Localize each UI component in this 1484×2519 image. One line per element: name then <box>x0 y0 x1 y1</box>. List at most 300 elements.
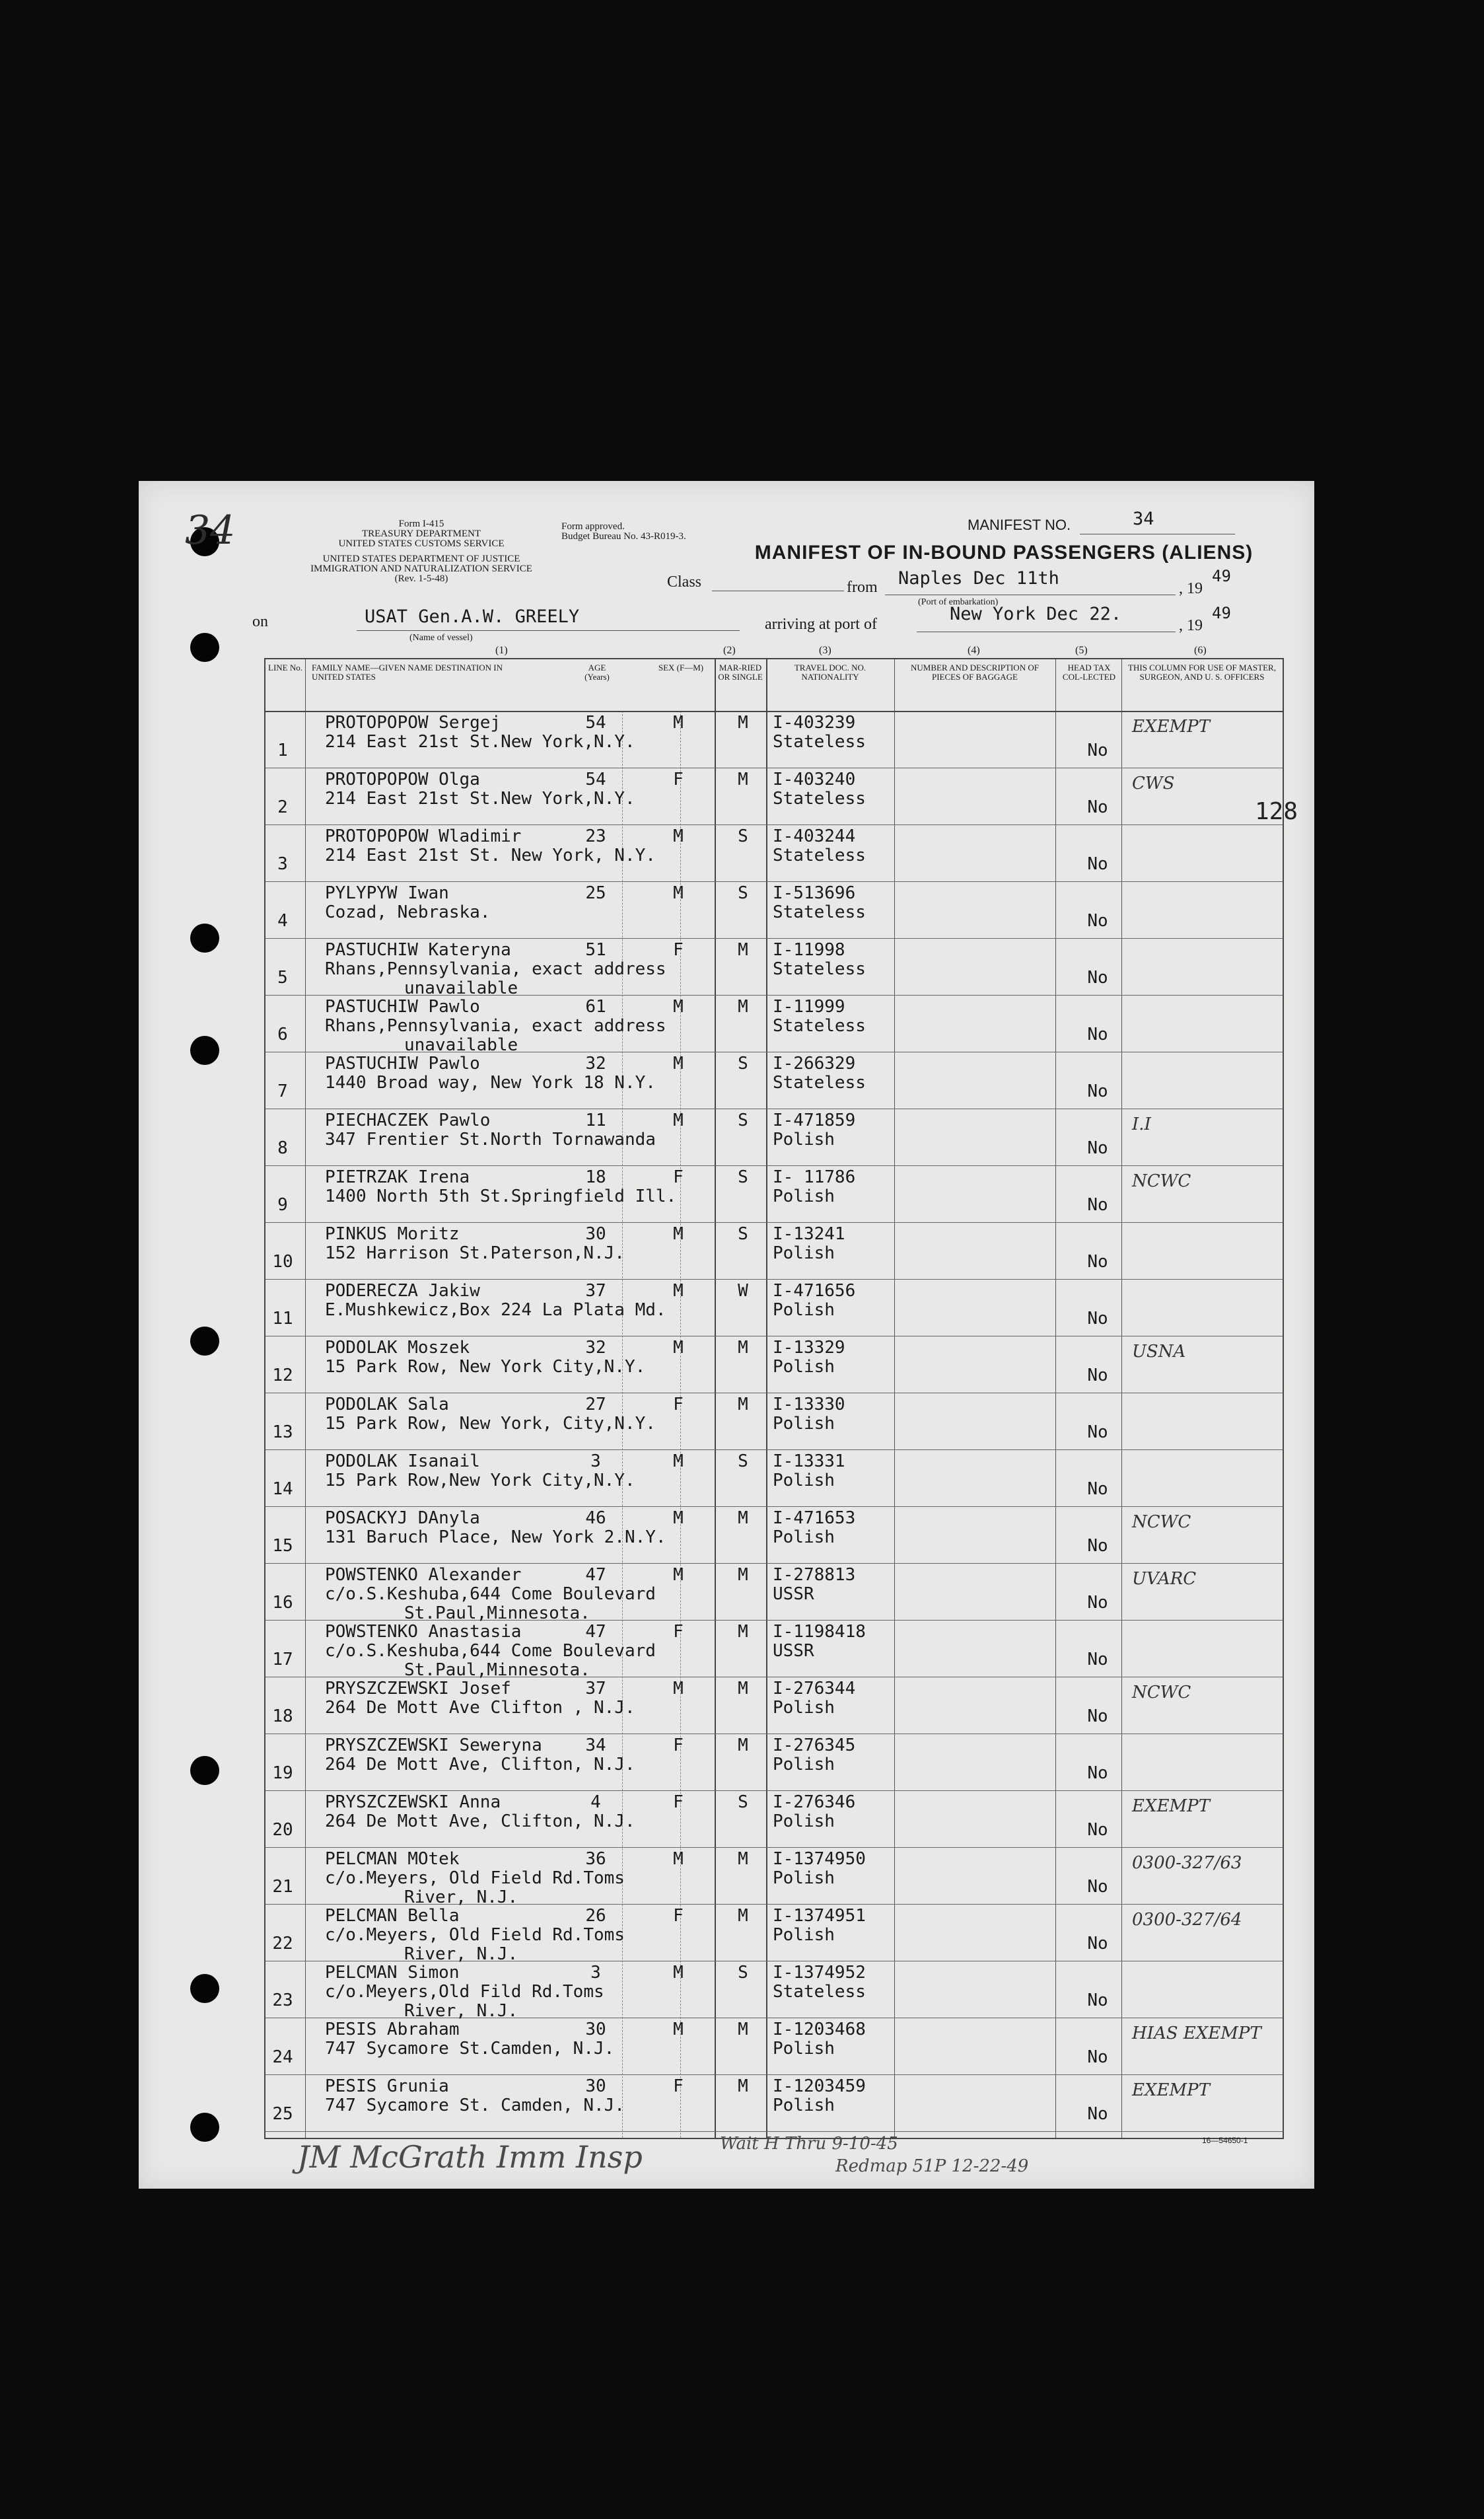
age-value: 47 <box>585 1622 606 1642</box>
travel-doc-number: I-471859 <box>773 1111 856 1130</box>
header-name: FAMILY NAME—GIVEN NAME DESTINATION IN UNITED STATES <box>312 663 503 682</box>
punch-hole <box>190 2113 219 2142</box>
passenger-name: PELCMAN Bella <box>325 1906 460 1926</box>
travel-doc-number: I-1203459 <box>773 2076 866 2096</box>
destination: 1440 Broad way, New York 18 N.Y. <box>325 1073 656 1093</box>
marital-status: M <box>738 770 748 789</box>
passenger-name: PODOLAK Isanail <box>325 1451 480 1471</box>
travel-doc-block <box>773 1907 866 1945</box>
year-prefix-2: , 19 <box>1179 617 1203 634</box>
officer-note: I.I <box>1132 1114 1151 1134</box>
table-row <box>265 1165 1283 1223</box>
age-value: 30 <box>585 2020 606 2039</box>
passenger-name: PYLYPYW Iwan <box>325 883 449 903</box>
destination-line-2: unavailable <box>404 978 518 998</box>
sex-value: M <box>673 1963 684 1983</box>
destination: 131 Baruch Place, New York 2.N.Y. <box>325 1527 666 1547</box>
nationality: Stateless <box>773 959 866 979</box>
marital-status: M <box>738 1508 748 1528</box>
port-embark-label: (Port of embarkation) <box>918 597 999 607</box>
customs-service: UNITED STATES CUSTOMS SERVICE <box>338 538 505 549</box>
margin-number: 128 <box>1255 798 1298 825</box>
arriving-label: arriving at port of <box>765 616 877 633</box>
travel-doc-number: I-276345 <box>773 1735 856 1755</box>
travel-doc-number: I-1198418 <box>773 1622 866 1642</box>
destination: E.Mushkewicz,Box 224 La Plata Md. <box>325 1300 666 1320</box>
passenger-name-block <box>325 1793 635 1831</box>
on-label: on <box>252 613 268 630</box>
destination: 747 Sycamore St.Camden, N.J. <box>325 2039 615 2059</box>
table-row <box>265 1847 1283 1905</box>
marital-status: M <box>738 1622 748 1642</box>
table-row <box>265 1052 1283 1109</box>
travel-doc-number: I- 11786 <box>773 1167 856 1187</box>
travel-doc-number: I-276346 <box>773 1792 856 1812</box>
budget-bureau: Budget Bureau No. 43-R019-3. <box>561 531 686 542</box>
sex-value: M <box>673 1451 684 1471</box>
destination: 214 East 21st St.New York,N.Y. <box>325 732 635 752</box>
officer-note: CWS <box>1132 774 1175 793</box>
destination: 15 Park Row, New York City,N.Y. <box>325 1357 646 1377</box>
officer-note: NCWC <box>1132 1171 1191 1191</box>
header-line: LINE No. <box>268 663 302 673</box>
destination: Cozad, Nebraska. <box>325 902 491 922</box>
header-married: MAR-RIED OR SINGLE <box>718 663 763 682</box>
head-tax-value: No <box>1087 968 1108 988</box>
table-row <box>265 1109 1283 1166</box>
line-number: 13 <box>272 1422 293 1442</box>
nationality: Stateless <box>773 1073 866 1093</box>
line-number: 18 <box>272 1706 293 1726</box>
travel-doc-block <box>773 713 866 752</box>
officer-note: EXEMPT <box>1132 717 1210 737</box>
passenger-name-block <box>325 998 666 1055</box>
table-row <box>265 938 1283 996</box>
punch-hole <box>190 1756 219 1785</box>
col-num-2: (2) <box>723 645 736 656</box>
head-tax-value: No <box>1087 1706 1108 1726</box>
travel-doc-block <box>773 827 866 865</box>
nationality: Polish <box>773 1925 835 1945</box>
head-tax-value: No <box>1087 1593 1108 1613</box>
destination: Rhans,Pennsylvania, exact address <box>325 959 666 979</box>
line-number: 16 <box>272 1593 293 1613</box>
travel-doc-number: I-11998 <box>773 940 845 960</box>
travel-doc-block <box>773 1793 855 1831</box>
passenger-name: PROTOPOPOW Olga <box>325 770 480 789</box>
passenger-name-block <box>325 941 666 998</box>
travel-doc-block <box>773 1963 866 2002</box>
travel-doc-block <box>773 2020 866 2059</box>
age-value: 47 <box>585 1565 606 1585</box>
corner-mark: 34 <box>185 507 236 554</box>
col-num-6: (6) <box>1194 645 1207 656</box>
passenger-name-block <box>325 1907 625 1964</box>
age-value: 18 <box>585 1167 606 1187</box>
table-row <box>265 881 1283 939</box>
passenger-name: POWSTENKO Alexander <box>325 1565 522 1585</box>
sex-value: F <box>673 770 684 789</box>
header-travel-doc: TRAVEL DOC. NO. NATIONALITY <box>794 663 866 682</box>
destination-line-2: St.Paul,Minnesota. <box>404 1603 590 1623</box>
travel-doc-number: I-403239 <box>773 713 856 733</box>
sex-value: F <box>673 1167 684 1187</box>
sex-value: M <box>673 1849 684 1869</box>
arrival-value: New York Dec 22. <box>950 604 1122 624</box>
sex-value: M <box>673 883 684 903</box>
travel-doc-number: I-1374951 <box>773 1906 866 1926</box>
travel-doc-number: I-513696 <box>773 883 856 903</box>
line-number: 10 <box>272 1252 293 1272</box>
travel-doc-number: I-403240 <box>773 770 856 789</box>
form-code: 16—54650-1 <box>1202 2136 1248 2145</box>
marital-status: M <box>738 1849 748 1869</box>
travel-doc-block <box>773 1509 855 1547</box>
line-number: 11 <box>272 1309 293 1329</box>
travel-doc-number: I-266329 <box>773 1054 856 1074</box>
nationality: Polish <box>773 1357 835 1377</box>
sex-value: M <box>673 1338 684 1358</box>
passenger-name-block <box>325 1736 635 1774</box>
passenger-name-block <box>325 1054 656 1093</box>
line-number: 8 <box>277 1138 288 1158</box>
passenger-table <box>264 658 1284 2139</box>
destination: 264 De Mott Ave Clifton , N.J. <box>325 1698 635 1718</box>
passenger-name: PASTUCHIW Kateryna <box>325 940 511 960</box>
passenger-name-block <box>325 1225 625 1263</box>
sex-value: F <box>673 940 684 960</box>
head-tax-value: No <box>1087 1990 1108 2010</box>
sex-value: M <box>673 1054 684 1074</box>
travel-doc-number: I-1203468 <box>773 2020 866 2039</box>
form-id: Form I-415 <box>398 519 444 529</box>
col-num-3: (3) <box>819 645 831 656</box>
officer-note: NCWC <box>1132 1512 1191 1532</box>
destination: 214 East 21st St. New York, N.Y. <box>325 846 656 865</box>
passenger-name: PELCMAN MOtek <box>325 1849 460 1869</box>
age-value: 51 <box>585 940 606 960</box>
marital-status: S <box>738 1451 748 1471</box>
sex-value: F <box>673 1906 684 1926</box>
passenger-name-block <box>325 2020 614 2059</box>
passenger-name-block <box>325 1963 604 2021</box>
age-value: 25 <box>585 883 606 903</box>
travel-doc-number: I-471653 <box>773 1508 856 1528</box>
head-tax-value: No <box>1087 1195 1108 1215</box>
passenger-name-block <box>325 1338 645 1377</box>
travel-doc-number: I-13241 <box>773 1224 845 1244</box>
marital-status: M <box>738 2076 748 2096</box>
officer-note: USNA <box>1132 1342 1186 1362</box>
destination: 214 East 21st St.New York,N.Y. <box>325 789 635 809</box>
sex-value: M <box>673 1679 684 1698</box>
head-tax-value: No <box>1087 1820 1108 1840</box>
ins-service: IMMIGRATION AND NATURALIZATION SERVICE <box>310 564 532 574</box>
marital-status: M <box>738 2020 748 2039</box>
travel-doc-number: I-403244 <box>773 826 856 846</box>
marital-status: M <box>738 713 748 733</box>
officer-note: UVARC <box>1132 1569 1197 1589</box>
passenger-name: PELCMAN Simon <box>325 1963 460 1983</box>
marital-status: S <box>738 1963 748 1983</box>
destination: 264 De Mott Ave, Clifton, N.J. <box>325 1811 635 1831</box>
passenger-name: PRYSZCZEWSKI Anna <box>325 1792 501 1812</box>
age-value: 61 <box>585 997 606 1017</box>
line-number: 19 <box>272 1763 293 1783</box>
travel-doc-number: I-13330 <box>773 1395 845 1414</box>
table-row <box>265 711 1283 768</box>
travel-doc-number: I-11999 <box>773 997 845 1017</box>
nationality: Stateless <box>773 1016 866 1036</box>
destination-line-2: unavailable <box>404 1035 518 1055</box>
col-num-5: (5) <box>1075 645 1088 656</box>
age-value: 34 <box>585 1735 606 1755</box>
travel-doc-block <box>773 998 866 1036</box>
passenger-name: PESIS Abraham <box>325 2020 460 2039</box>
destination-line-2: St.Paul,Minnesota. <box>404 1660 590 1680</box>
head-tax-value: No <box>1087 1138 1108 1158</box>
passenger-name-block <box>325 770 635 809</box>
vessel-label: (Name of vessel) <box>409 633 473 643</box>
nationality: Stateless <box>773 789 866 809</box>
table-row <box>265 1620 1283 1680</box>
head-tax-value: No <box>1087 2047 1108 2067</box>
revision: (Rev. 1-5-48) <box>394 573 448 584</box>
manifest-sheet <box>139 481 1314 2189</box>
marital-status: M <box>738 1395 748 1414</box>
footer-note-2: Redmap 51P 12-22-49 <box>835 2156 1029 2176</box>
destination-line-2: River, N.J. <box>404 1887 518 1907</box>
age-value: 37 <box>585 1281 606 1301</box>
passenger-name-block <box>325 1282 666 1320</box>
passenger-name-block <box>325 1850 625 1907</box>
table-row <box>265 1449 1283 1507</box>
marital-status: S <box>738 1224 748 1244</box>
line-number: 23 <box>272 1990 293 2010</box>
officer-note: EXEMPT <box>1132 1796 1210 1816</box>
head-tax-value: No <box>1087 1309 1108 1329</box>
passenger-name-block <box>325 713 635 752</box>
passenger-name-block <box>325 1395 656 1434</box>
passenger-name-block <box>325 1623 656 1680</box>
line-number: 15 <box>272 1536 293 1556</box>
class-label: Class <box>667 573 702 591</box>
sex-value: M <box>673 1508 684 1528</box>
sex-value: F <box>673 1622 684 1642</box>
age-value: 3 <box>590 1451 601 1471</box>
passenger-name-block <box>325 1168 676 1206</box>
destination: 152 Harrison St.Paterson,N.J. <box>325 1243 625 1263</box>
line-number: 12 <box>272 1366 293 1385</box>
head-tax-value: No <box>1087 741 1108 760</box>
age-value: 36 <box>585 1849 606 1869</box>
header-officer-use: THIS COLUMN FOR USE OF MASTER, SURGEON, AND U. S. OFFICERS <box>1128 663 1276 682</box>
officer-note: 0300-327/64 <box>1132 1910 1242 1930</box>
destination: 264 De Mott Ave, Clifton, N.J. <box>325 1755 635 1774</box>
head-tax-value: No <box>1087 2104 1108 2124</box>
table-row <box>265 1904 1283 1964</box>
passenger-name-block <box>325 1452 635 1490</box>
line-number: 21 <box>272 1877 293 1897</box>
sex-value: M <box>673 1281 684 1301</box>
sex-value: M <box>673 2020 684 2039</box>
travel-doc-block <box>773 1282 855 1320</box>
travel-doc-number: I-1374952 <box>773 1963 866 1983</box>
table-row <box>265 1393 1283 1450</box>
travel-doc-block <box>773 1054 866 1093</box>
sex-value: M <box>673 1565 684 1585</box>
passenger-name: PROTOPOPOW Sergej <box>325 713 501 733</box>
travel-doc-block <box>773 2077 866 2115</box>
destination-line-2: River, N.J. <box>404 2001 518 2021</box>
passenger-name: PRYSZCZEWSKI Seweryna <box>325 1735 542 1755</box>
punch-hole <box>190 1974 219 2003</box>
table-row <box>265 1790 1283 1848</box>
head-tax-value: No <box>1087 1479 1108 1499</box>
officer-note: EXEMPT <box>1132 2080 1210 2100</box>
head-tax-value: No <box>1087 1536 1108 1556</box>
travel-doc-number: I-471656 <box>773 1281 856 1301</box>
marital-status: M <box>738 940 748 960</box>
nationality: Polish <box>773 1811 835 1831</box>
marital-status: M <box>738 997 748 1017</box>
vessel-line <box>357 630 740 631</box>
manifest-no-label: MANIFEST NO. <box>968 517 1071 533</box>
travel-doc-number: I-278813 <box>773 1565 856 1585</box>
header-sex: SEX (F—M) <box>658 663 704 673</box>
marital-status: S <box>738 1167 748 1187</box>
line-number: 17 <box>272 1650 293 1669</box>
sex-value: M <box>673 826 684 846</box>
header-baggage: NUMBER AND DESCRIPTION OF PIECES OF BAGGAGE <box>911 663 1039 682</box>
table-row <box>265 1961 1283 2021</box>
punch-hole <box>190 1327 219 1356</box>
destination: 747 Sycamore St. Camden, N.J. <box>325 2096 625 2115</box>
travel-doc-block <box>773 1168 855 1206</box>
header-head-tax: HEAD TAX COL-LECTED <box>1062 663 1116 682</box>
line-number: 14 <box>272 1479 293 1499</box>
marital-status: S <box>738 883 748 903</box>
head-tax-value: No <box>1087 1763 1108 1783</box>
sex-value: F <box>673 1792 684 1812</box>
year-prefix: , 19 <box>1179 580 1203 597</box>
inspector-signature: JM McGrath Imm Insp <box>297 2139 643 2175</box>
manifest-no: 34 <box>1133 509 1154 529</box>
marital-status: S <box>738 1054 748 1074</box>
travel-doc-block <box>773 1850 866 1888</box>
sex-value: M <box>673 1111 684 1130</box>
destination: c/o.Meyers, Old Field Rd.Toms <box>325 1925 625 1945</box>
line-number: 20 <box>272 1820 293 1840</box>
passenger-name-block <box>325 1509 666 1547</box>
nationality: Polish <box>773 1186 835 1206</box>
head-tax-value: No <box>1087 1252 1108 1272</box>
age-value: 37 <box>585 1679 606 1698</box>
destination: 1400 North 5th St.Springfield Ill. <box>325 1186 677 1206</box>
age-value: 32 <box>585 1054 606 1074</box>
nationality: Polish <box>773 1527 835 1547</box>
justice-dept: UNITED STATES DEPARTMENT OF JUSTICE <box>322 554 520 564</box>
travel-doc-number: I-13329 <box>773 1338 845 1358</box>
head-tax-value: No <box>1087 854 1108 874</box>
line-number: 1 <box>277 741 288 760</box>
from-label: from <box>847 579 878 596</box>
line-number: 7 <box>277 1081 288 1101</box>
table-row <box>265 768 1283 825</box>
marital-status: M <box>738 1565 748 1585</box>
destination: c/o.Meyers, Old Field Rd.Toms <box>325 1868 625 1888</box>
nationality: Polish <box>773 1414 835 1434</box>
travel-doc-number: I-1374950 <box>773 1849 866 1869</box>
table-header <box>265 659 1283 712</box>
nationality: USSR <box>773 1584 814 1604</box>
col-num-1: (1) <box>495 645 508 656</box>
age-value: 11 <box>585 1111 606 1130</box>
nationality: Polish <box>773 1755 835 1774</box>
destination: c/o.S.Keshuba,644 Come Boulevard <box>325 1641 656 1661</box>
form-approval <box>561 522 773 542</box>
passenger-name: PODOLAK Moszek <box>325 1338 470 1358</box>
head-tax-value: No <box>1087 1081 1108 1101</box>
punch-hole <box>190 1036 219 1065</box>
travel-doc-number: I-276344 <box>773 1679 856 1698</box>
passenger-name: PESIS Grunia <box>325 2076 449 2096</box>
head-tax-value: No <box>1087 911 1108 931</box>
table-row <box>265 1563 1283 1621</box>
head-tax-value: No <box>1087 1366 1108 1385</box>
line-number: 9 <box>277 1195 288 1215</box>
line-number: 5 <box>277 968 288 988</box>
line-number: 2 <box>277 797 288 817</box>
table-row <box>265 1336 1283 1393</box>
head-tax-value: No <box>1087 1650 1108 1669</box>
destination: 347 Frentier St.North Tornawanda <box>325 1130 656 1150</box>
line-number: 22 <box>272 1934 293 1953</box>
nationality: Polish <box>773 1471 835 1490</box>
nationality: Polish <box>773 1868 835 1888</box>
age-value: 30 <box>585 2076 606 2096</box>
marital-status: S <box>738 1111 748 1130</box>
passenger-name: PASTUCHIW Pawlo <box>325 1054 480 1074</box>
passenger-name-block <box>325 1111 656 1150</box>
destination: 15 Park Row, New York, City,N.Y. <box>325 1414 656 1434</box>
travel-doc-number: I-13331 <box>773 1451 845 1471</box>
punch-hole <box>190 633 219 662</box>
passenger-name: PASTUCHIW Pawlo <box>325 997 480 1017</box>
sex-value: F <box>673 1735 684 1755</box>
sex-value: M <box>673 997 684 1017</box>
year-2: 49 <box>1212 604 1231 622</box>
age-value: 32 <box>585 1338 606 1358</box>
travel-doc-block <box>773 770 866 809</box>
travel-doc-block <box>773 1736 855 1774</box>
travel-doc-block <box>773 1679 855 1718</box>
passenger-name-block <box>325 2077 625 2115</box>
vessel-name: USAT Gen.A.W. GREELY <box>365 606 580 627</box>
table-row <box>265 2018 1283 2075</box>
age-value: 27 <box>585 1395 606 1414</box>
passenger-name: PRYSZCZEWSKI Josef <box>325 1679 511 1698</box>
age-value: 46 <box>585 1508 606 1528</box>
line-number: 25 <box>272 2104 293 2124</box>
passenger-name: PODOLAK Sala <box>325 1395 449 1414</box>
travel-doc-block <box>773 1338 845 1377</box>
marital-status: W <box>738 1281 748 1301</box>
sex-value: F <box>673 1395 684 1414</box>
passenger-name: PINKUS Moritz <box>325 1224 460 1244</box>
passenger-name-block <box>325 1566 656 1623</box>
nationality: Polish <box>773 1300 835 1320</box>
